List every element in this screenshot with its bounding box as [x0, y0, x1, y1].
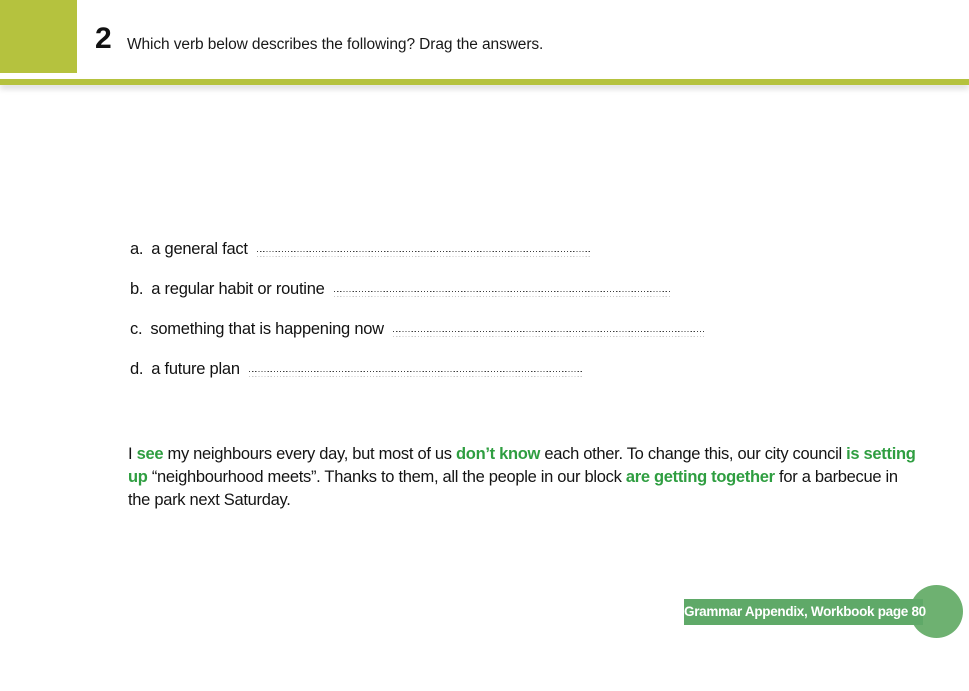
answer-blank[interactable] [334, 288, 671, 298]
reference-badge: Grammar Appendix, Workbook page 80 [684, 599, 923, 625]
passage-segment: each other. To change this, our city council [540, 445, 847, 463]
item-letter: b. [130, 280, 144, 298]
item-label: a general fact [151, 240, 248, 258]
answer-item-row [130, 278, 706, 301]
item-letter: a. [130, 240, 144, 258]
corner-accent-square [0, 0, 77, 73]
draggable-verb[interactable]: are getting together [625, 468, 775, 486]
item-letter: d. [130, 360, 144, 378]
exercise-instruction: Which verb below describes the following? Drag the answers. [127, 36, 544, 53]
answer-blank[interactable] [393, 328, 706, 338]
passage-text [128, 443, 920, 512]
answer-item-row [130, 238, 706, 261]
divider-rule [0, 79, 969, 85]
passage-segment: “neighbourhood meets”. Thanks to them, all the people in our block [147, 468, 626, 486]
draggable-verb[interactable]: see [136, 445, 164, 463]
passage-segment: I [128, 445, 137, 463]
answer-items [130, 238, 706, 398]
answer-item-row [130, 358, 706, 381]
item-label: something that is happening now [150, 320, 384, 338]
passage-segment: my neighbours every day, but most of us [163, 445, 457, 463]
answer-item-row [130, 318, 706, 341]
draggable-verb[interactable]: is setting up [128, 445, 916, 486]
item-label: a regular habit or routine [151, 280, 325, 298]
passage-segment: for a barbecue in the park next Saturday. [128, 468, 898, 509]
item-label: a future plan [151, 360, 240, 378]
answer-blank[interactable] [249, 368, 584, 378]
draggable-verb[interactable]: don’t know [456, 445, 541, 463]
item-letter: c. [130, 320, 143, 338]
exercise-number: 2 [95, 22, 112, 55]
answer-blank[interactable] [257, 248, 592, 258]
